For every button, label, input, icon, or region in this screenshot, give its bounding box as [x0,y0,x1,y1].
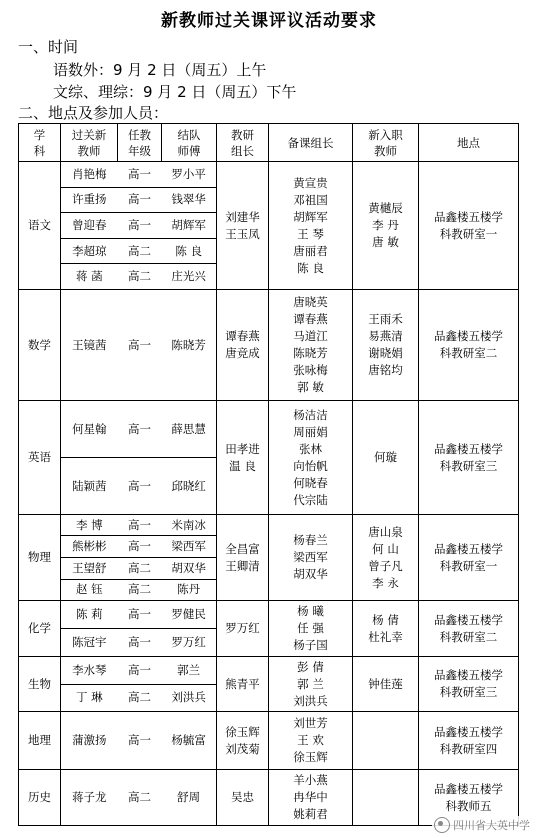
subject-cell: 物理 [19,515,61,601]
wechat-logo-icon [434,817,450,833]
new-teacher-name: 何星翰 [72,421,107,436]
prep-leader-name: 黄宣贵 [293,175,328,190]
new-hire-name: 杨 倩 [372,612,399,627]
new-hire-name-cell [353,770,419,826]
teacher-pair-row [61,579,216,600]
prep-leader-name: 何晓春 [293,475,328,490]
header-line: 过关新 [71,127,107,142]
new-hire-name-cell [353,601,419,657]
prep-leader-name: 唐晓英 [293,295,328,309]
location-line: 科教研室三 [439,458,498,473]
grade-value: 高二 [118,264,162,289]
grade-value: 高一 [118,458,162,515]
mentor-name: 钱翠华 [161,187,216,213]
location-line: 品鑫楼五楼学 [434,668,503,682]
prep-leader-name-cell [269,162,353,290]
subject-cell: 英语 [19,401,61,515]
group-leader-name-cell [217,712,269,770]
group-leader-name-cell [217,515,269,601]
prep-leader-name-cell [269,712,353,770]
header-line: 任教 [128,127,151,142]
teacher-pair-row [61,264,216,289]
table-row [19,515,519,601]
new-teacher-name: 李 博 [75,517,103,532]
grade-value: 高一 [127,337,151,352]
new-teacher-name: 蒋 菡 [61,264,118,289]
grade-value: 高一 [118,213,162,239]
group-leader-name-cell [217,290,269,401]
group-leader-name-cell [217,601,269,657]
new-hire-name: 李 永 [372,575,399,590]
group-leader-name-cell [217,401,269,515]
mentor-name: 杨毓富 [171,733,206,747]
group-leader-name: 唐竞成 [225,346,260,360]
prep-leader-name-cell [269,770,353,826]
teacher-pairs-cell [61,162,217,290]
grade-value: 高二 [118,238,162,264]
mentor-name: 郭兰 [177,662,201,677]
mentor-name: 罗万红 [161,629,216,657]
mentor-name: 陈晓芳 [171,337,206,352]
grade-value: 高一 [127,733,151,747]
prep-leader-name: 梁西军 [293,550,328,564]
prep-leader-name-cell [269,401,353,515]
group-leader-name: 全昌富 [225,541,260,556]
teacher-pairs-cell [61,290,217,401]
prep-leader-name: 杨子国 [293,638,328,652]
new-hire-name-cell [353,401,419,515]
location-line: 科教研室一 [439,226,498,241]
new-teacher-name: 陆颖茜 [61,458,118,515]
new-hire-name-cell [353,290,419,401]
new-hire-name: 李 丹 [372,218,399,232]
prep-leader-name: 向怡帆 [293,458,328,473]
teacher-pair-row [61,401,216,458]
grade-value: 高一 [118,536,162,558]
grade-value: 高一 [118,629,162,657]
teacher-pair-row [61,601,216,629]
subject-cell: 数学 [19,290,61,401]
mentor-name: 庄光兴 [161,264,216,289]
prep-leader-name: 唐丽君 [293,243,328,258]
teacher-pair-row [61,458,216,515]
grade-value: 高二 [118,557,162,579]
header-line: 组长 [231,143,254,158]
teacher-pair-row [61,712,216,769]
section-location-heading: 二、地点及参加人员： [18,104,169,122]
prep-leader-name: 刘洪兵 [293,693,328,708]
time-line-1: 语数外：9 月 2 日（周五）上午 [53,61,267,79]
mentor-name: 罗小平 [171,166,206,181]
location-line: 科教研室二 [439,629,498,644]
prep-leader-name: 羊小燕 [293,773,328,787]
table-row [19,401,519,515]
prep-leader-name: 杨洁洁 [293,407,328,422]
time-line-2: 文综、理综：9 月 2 日（周五）下午 [53,83,297,101]
location-line-cell [419,712,519,770]
header-grade [118,124,162,162]
new-hire-name: 钟佳莲 [368,676,403,691]
group-leader-name: 温 良 [229,458,256,473]
teacher-pairs-cell [61,657,217,712]
table-row [19,162,519,290]
new-hire-name-cell [353,162,419,290]
new-hire-name: 谢晓娟 [368,346,403,360]
location-line-cell [419,162,519,290]
new-teacher-name: 陈 莉 [75,607,103,621]
location-line: 科教师五 [445,798,492,813]
mentor-name: 胡双华 [161,557,216,579]
group-leader-name: 谭春燕 [225,329,260,343]
mentor-name: 刘洪兵 [161,684,216,711]
section-time-heading: 一、时间 [18,38,79,56]
group-leader-name: 吴忠 [231,790,254,804]
group-leader-name-cell [217,770,269,826]
subject-cell: 语文 [19,162,61,290]
mentor-name: 罗健民 [171,607,206,621]
new-teacher-name: 曾迎春 [61,213,118,239]
prep-leader-name: 郭 兰 [297,676,324,691]
prep-leader-name: 代宗陆 [293,492,328,507]
group-leader-name: 刘建华 [225,209,260,224]
table-row [19,601,519,657]
location-line-cell [419,515,519,601]
teacher-pairs-cell [61,770,217,826]
new-hire-name: 易燕清 [368,329,403,343]
mentor-name: 舒周 [177,790,201,804]
header-line: 教师 [374,143,397,158]
prep-leader-name: 郭 敏 [297,380,324,394]
group-leader-name: 熊青平 [225,676,260,691]
new-teacher-name: 许重扬 [61,187,118,213]
header-new-teacher [61,124,118,162]
teacher-pair-row [61,290,216,400]
teacher-pairs-cell [61,601,217,657]
table-row [19,657,519,712]
new-hire-name: 唐山泉 [368,524,403,539]
mentor-name: 胡辉军 [161,213,216,239]
location-line: 品鑫楼五楼学 [434,724,503,739]
header-line: 教师 [77,143,101,158]
header-line: 学 [33,127,46,142]
new-hire-name: 何璇 [374,450,397,464]
prep-leader-name: 邓祖国 [293,192,328,207]
teacher-pairs-cell [61,401,217,515]
new-teacher-name: 丁 琳 [61,684,118,711]
prep-leader-name: 彭 倩 [297,659,324,674]
location-line: 品鑫楼五楼学 [434,209,503,224]
group-leader-name: 徐玉辉 [225,724,260,739]
new-teacher-name: 肖艳梅 [72,166,107,181]
new-hire-name-cell [353,657,419,712]
prep-leader-name: 张林 [299,441,322,456]
header-line: 新入职 [368,127,403,142]
location-line: 品鑫楼五楼学 [434,441,503,456]
header-line: 师傅 [177,143,201,158]
grade-value: 高一 [127,607,151,621]
grade-value: 高一 [127,166,151,181]
teacher-pair-row [61,213,216,239]
teacher-pair-row [61,684,216,711]
watermark-text: 四川省大英中学 [453,819,530,832]
location-line-cell [419,401,519,515]
prep-leader-name: 胡双华 [293,567,328,581]
watermark [432,816,532,834]
group-leader-name: 刘茂菊 [225,741,260,756]
location-line: 科教研室四 [439,741,498,756]
location-line: 品鑫楼五楼学 [434,541,503,556]
prep-leader-name-cell [269,290,353,401]
group-leader-name: 王卿清 [225,558,260,573]
new-hire-name: 王雨禾 [368,312,403,326]
prep-leader-name: 冉华中 [293,790,328,804]
subject-cell: 生物 [19,657,61,712]
new-hire-name-cell [353,712,419,770]
new-teacher-name: 熊彬彬 [61,536,118,558]
prep-leader-name: 杨春兰 [293,533,328,547]
grade-value: 高一 [127,517,151,532]
prep-leader-name-cell [269,515,353,601]
header-prep-leader: 备课组长 [269,124,353,162]
header-line: 结队 [177,127,201,142]
new-hire-name: 曾子凡 [368,558,403,573]
new-teacher-name: 陈冠宇 [61,629,118,657]
mentor-name: 陈丹 [161,579,216,600]
teacher-pair-row [61,557,216,579]
prep-leader-name: 姚莉君 [293,807,328,821]
header-subject [19,124,61,162]
header-line: 年级 [128,143,151,158]
new-hire-name-cell [353,515,419,601]
subject-cell: 历史 [19,770,61,826]
new-hire-name: 杜礼幸 [368,629,403,644]
group-leader-name-cell [217,162,269,290]
header-mentor [162,124,217,162]
prep-leader-name: 王 欢 [297,733,324,747]
mentor-name: 薛思慧 [171,421,206,436]
location-line: 品鑫楼五楼学 [434,781,503,796]
teacher-pair-row [61,657,216,684]
teacher-pairs-cell [61,515,217,601]
prep-leader-name: 陈 良 [297,260,324,275]
prep-leader-name: 周丽娟 [293,424,328,439]
location-line-cell [419,657,519,712]
teacher-pair-row [61,770,216,825]
mentor-name: 米南冰 [171,517,206,532]
group-leader-name: 王玉凤 [225,226,260,241]
prep-leader-name: 陈晓芳 [293,346,328,360]
header-line: 科 [33,143,46,158]
grade-value: 高一 [127,421,151,436]
new-hire-name: 黄樾辰 [368,201,403,215]
mentor-name: 陈 良 [161,238,216,264]
group-leader-name-cell [217,657,269,712]
grade-value: 高一 [118,187,162,213]
group-leader-name: 罗万红 [225,621,260,635]
header-line: 教研 [231,127,254,142]
mentor-name: 邱晓红 [161,458,216,515]
location-line: 品鑫楼五楼学 [434,612,503,627]
new-hire-name: 唐铭均 [368,363,403,377]
new-hire-name: 唐 敏 [372,235,399,249]
location-line: 科教研室一 [439,558,498,573]
grade-value: 高二 [127,790,151,804]
grade-value: 高一 [127,662,151,677]
new-teacher-name: 赵 钰 [61,579,118,600]
subject-cell: 化学 [19,601,61,657]
prep-leader-name: 刘世芳 [293,716,328,730]
location-line: 科教研室二 [439,346,498,360]
table-row [19,712,519,770]
teacher-pair-row [61,187,216,213]
prep-leader-name: 胡辉军 [293,209,328,224]
header-location: 地点 [419,124,519,162]
teacher-pair-row [61,536,216,558]
prep-leader-name: 徐玉辉 [293,750,328,764]
table-row [19,290,519,401]
prep-leader-name: 张咏梅 [293,363,328,377]
teacher-pair-row [61,238,216,264]
new-hire-name: 何 山 [372,541,399,556]
prep-leader-name: 王 琴 [297,226,324,241]
new-teacher-name: 李超琼 [61,238,118,264]
new-teacher-name: 蒋子龙 [72,790,107,804]
group-leader-name: 田孝进 [225,441,260,456]
prep-leader-name: 任 强 [297,621,324,635]
table-header-row [19,124,519,162]
prep-leader-name: 马道江 [293,329,328,343]
prep-leader-name: 杨 曦 [297,604,324,618]
new-teacher-name: 蒲激扬 [72,733,107,747]
teacher-pair-row [61,629,216,657]
location-line-cell [419,290,519,401]
header-group-leader [217,124,269,162]
prep-leader-name-cell [269,601,353,657]
new-teacher-name: 王镜茜 [72,337,107,352]
grade-value: 高二 [118,684,162,711]
new-teacher-name: 李水琴 [72,662,107,677]
location-line-cell [419,601,519,657]
subject-cell: 地理 [19,712,61,770]
prep-leader-name: 谭春燕 [293,312,328,326]
header-new-hire [353,124,419,162]
teacher-pair-row [61,162,216,187]
grade-value: 高二 [118,579,162,600]
teacher-pairs-cell [61,712,217,770]
page-title: 新教师过关课评议活动要求 [161,11,377,31]
teacher-pair-row [61,515,216,536]
location-line: 品鑫楼五楼学 [434,329,503,343]
mentor-name: 梁西军 [161,536,216,558]
prep-leader-name-cell [269,657,353,712]
location-line: 科教研室三 [439,685,498,699]
schedule-table [18,123,519,826]
new-teacher-name: 王望舒 [61,557,118,579]
